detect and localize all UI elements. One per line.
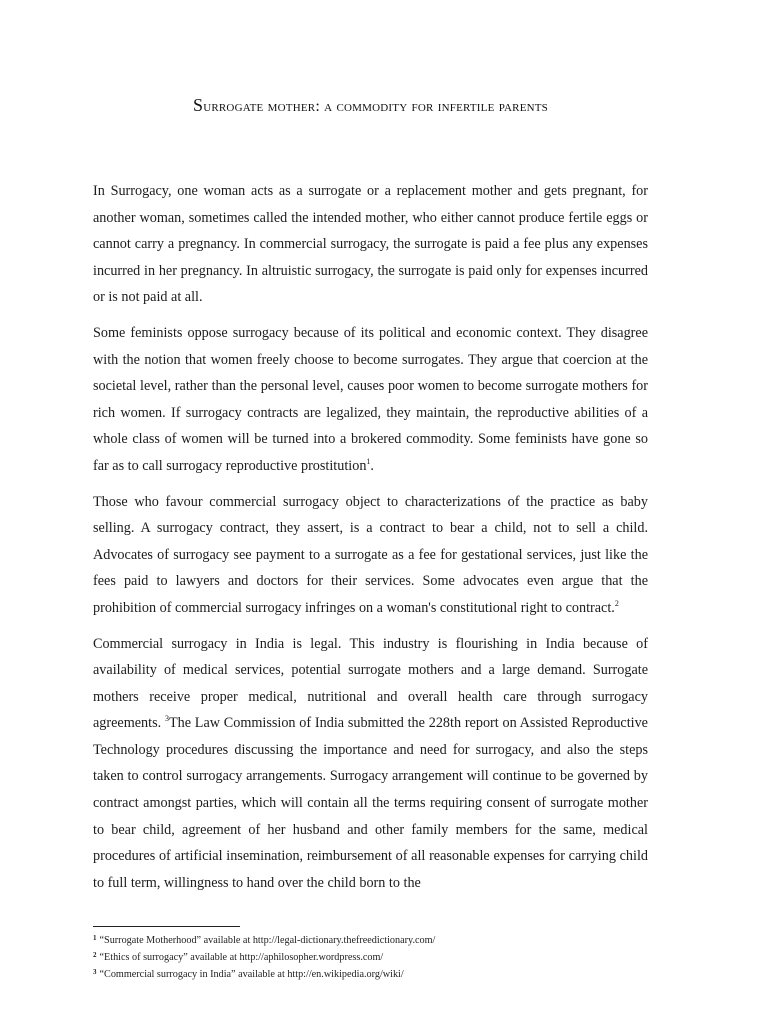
footnote-text: “Surrogate Motherhood” available at http://legal-dictionary.thefreedictionary.com/ — [99, 935, 436, 946]
footnote-separator — [93, 926, 240, 927]
footnote-ref-3[interactable]: 3 — [164, 714, 169, 724]
footnote-number: 1 — [93, 934, 97, 942]
document-page — [93, 0, 648, 1024]
page-title — [93, 95, 648, 116]
paragraph-text: In Surrogacy, one woman acts as a surrogate or a replacement mother and gets pregnant, for another woman, sometimes called the intended mother, who either cannot produce fertile eggs or cannot carry a pregnancy. In commercial surrogacy, the surrogate is paid a fee plus any expenses incurred in her pregnancy. In altruistic surrogacy, the surrogate is paid only for expenses incurred or is not paid at all. — [93, 183, 648, 306]
document-body — [93, 178, 648, 905]
footnote-item — [93, 965, 648, 982]
footnote-ref-2[interactable]: 2 — [614, 598, 619, 608]
paragraph-text: Those who favour commercial surrogacy object to characterizations of the practice as baby selling. A surrogacy contract, they assert, is a contract to bear a child, not to sell a child. Advocates of surrogacy see payment to a surrogate as a fee for gestational services, just like the fees paid to lawyers and doctors for their services. Some advocates even argue that the prohibition of commercial surrogacy infringes on a woman's constitutional right to contract. — [93, 493, 648, 616]
footnote-text: “Ethics of surrogacy” available at http://aphilosopher.wordpress.com/ — [99, 952, 384, 963]
title-first-letter: S — [192, 95, 204, 115]
paragraph-3 — [93, 489, 648, 622]
footnote-item — [93, 948, 648, 965]
paragraph-text-cont: The Law Commission of India submitted the 228th report on Assisted Reproductive Technology procedures discussing the importance and need for surrogacy, and also the steps taken to control surrogacy arrangements. Surrogacy arrangement will continue to be governed by contract amongst parties, which will contain all the terms requiring consent of surrogate mother to bear child, agreement of her husband and other family members for the same, medical procedures of artificial insemination, reimbursement of all reasonable expenses for carrying child to full term, willingness to hand over the child born to the — [93, 715, 648, 891]
footnote-number: 2 — [93, 951, 97, 959]
paragraph-text: Some feminists oppose surrogacy because of its political and economic context. They disagree with the notion that women freely choose to become surrogates. They argue that coercion at the societal level, rather than the personal level, causes poor women to become surrogate mothers for rich women. If surrogacy contracts are legalized, they maintain, the reproductive abilities of a whole class of women will be turned into a brokered commodity. Some feminists have gone so far as to call surrogacy reproductive prostitution — [93, 324, 648, 474]
footnote-item — [93, 931, 648, 948]
footnote-ref-1[interactable]: 1 — [366, 456, 371, 466]
title-rest: urrogate mother: a commodity for infertile parents — [203, 98, 548, 115]
paragraph-text: Commercial surrogacy in India is legal. This industry is flourishing in India because of availability of medical services, potential surrogate mothers and a large demand. Surrogate mothers receive proper medical, nutritional and overall health care through surrogacy agreements. — [93, 635, 648, 732]
footnote-text: “Commercial surrogacy in India” available at http://en.wikipedia.org/wiki/ — [99, 969, 404, 980]
paragraph-1 — [93, 178, 648, 311]
paragraph-4 — [93, 631, 648, 897]
paragraph-2 — [93, 320, 648, 480]
paragraph-tail: . — [370, 457, 374, 474]
footnote-number: 3 — [93, 968, 97, 976]
footnotes — [93, 931, 648, 982]
